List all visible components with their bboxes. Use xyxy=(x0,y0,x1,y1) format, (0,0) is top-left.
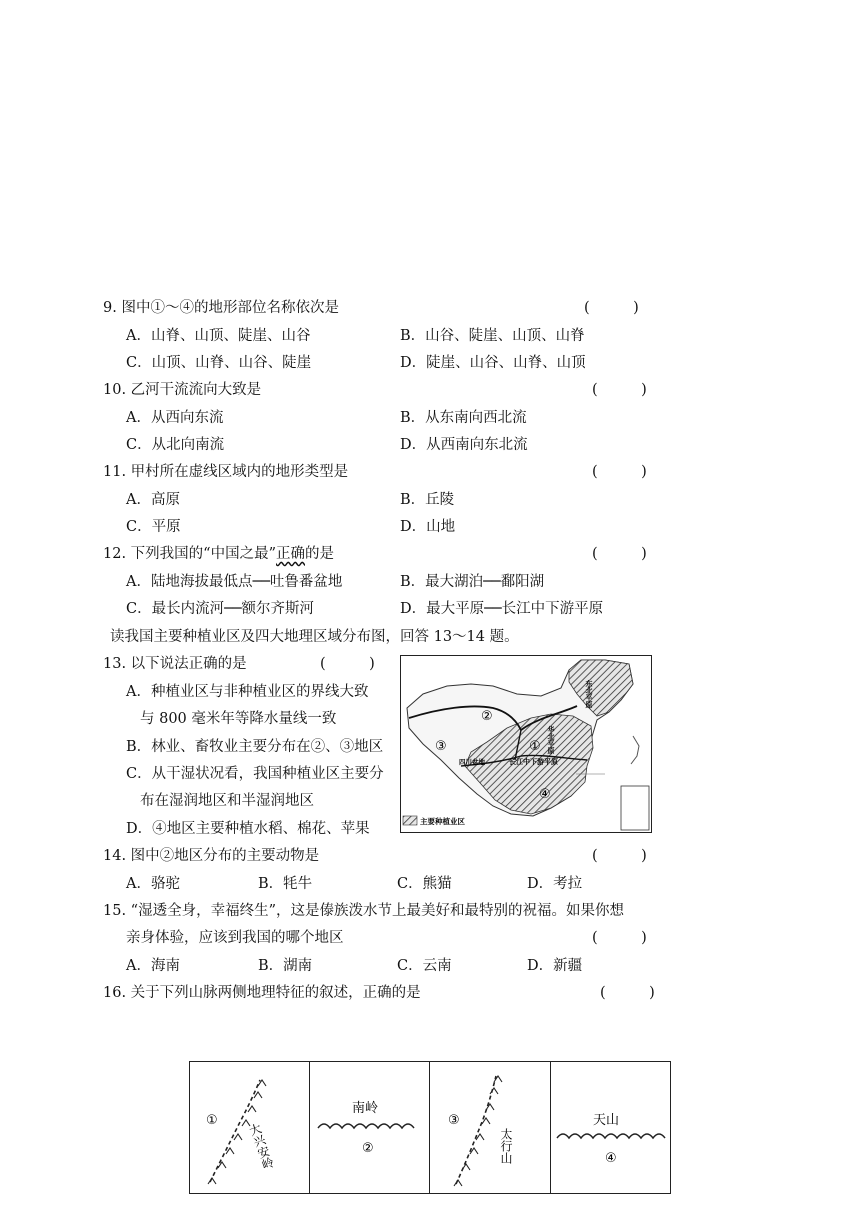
q9-answer-paren[interactable]: ( ) xyxy=(584,300,639,316)
label-yangtze-plain: 长江中下游平原 xyxy=(509,758,558,766)
region-2-marker: ② xyxy=(481,709,493,724)
q12-option-b[interactable]: B．最大湖泊──鄱阳湖 xyxy=(400,574,545,590)
label-north-china-plain: 华北平原 xyxy=(547,726,555,754)
q14-option-d[interactable]: D．考拉 xyxy=(527,876,583,892)
mountain-3-name: 太行山 xyxy=(499,1128,513,1164)
q15-answer-paren[interactable]: ( ) xyxy=(592,930,647,946)
q10-option-d[interactable]: D．从西南向东北流 xyxy=(400,437,528,453)
q9-option-a[interactable]: A．山脊、山顶、陡崖、山谷 xyxy=(126,328,311,344)
q15-option-b[interactable]: B．湖南 xyxy=(258,958,313,974)
q15-option-d[interactable]: D．新疆 xyxy=(527,958,583,974)
mountain-2-marker: ② xyxy=(362,1141,374,1156)
q15-option-c[interactable]: C．云南 xyxy=(397,958,452,974)
q15-option-a[interactable]: A．海南 xyxy=(126,958,180,974)
mountain-4-marker: ④ xyxy=(605,1151,617,1166)
q12-stem-post: 的是 xyxy=(305,546,334,562)
mountain-4-name: 天山 xyxy=(593,1113,620,1128)
q13-option-a[interactable]: A．种植业区与非种植业区的界线大致 xyxy=(126,684,369,700)
q13-stem: 13. 以下说法正确的是 xyxy=(103,656,247,672)
region-4-marker: ④ xyxy=(539,787,551,802)
china-map-svg xyxy=(401,656,651,832)
q15-stem: 15. “湿透全身，幸福终生”，这是傣族泼水节上最美好和最特别的祝福。如果你想 xyxy=(103,903,624,919)
q14-option-b[interactable]: B．牦牛 xyxy=(258,876,313,892)
mountain-panel-2 xyxy=(309,1062,430,1193)
mountain-ridge-4 xyxy=(557,1134,665,1138)
mountain-panel-3 xyxy=(429,1062,551,1193)
label-sichuan-basin: 四川盆地 xyxy=(459,758,485,766)
q13-option-c-cont[interactable]: 布在湿润地区和半湿润地区 xyxy=(140,793,314,809)
q14-option-c[interactable]: C．熊猫 xyxy=(397,876,452,892)
q10-stem: 10. 乙河干流流向大致是 xyxy=(103,382,262,398)
q14-stem: 14. 图中②地区分布的主要动物是 xyxy=(103,848,320,864)
q12-stem-pre: 12. 下列我国的“中国之最” xyxy=(103,546,276,562)
region-1-marker: ① xyxy=(529,739,541,754)
mountain-3-marker: ③ xyxy=(448,1113,460,1128)
mountain-1-name: 大兴安岭 xyxy=(246,1121,276,1172)
q9-option-c[interactable]: C．山顶、山脊、山谷、陡崖 xyxy=(126,355,312,371)
q13-answer-paren[interactable]: ( ) xyxy=(320,656,375,672)
q10-answer-paren[interactable]: ( ) xyxy=(592,382,647,398)
label-northeast-plain: 东北平原 xyxy=(585,680,593,708)
q13-option-a-cont[interactable]: 与 800 毫米年等降水量线一致 xyxy=(140,711,337,727)
q14-answer-paren[interactable]: ( ) xyxy=(592,848,647,864)
q15-stem-cont: 亲身体验，应该到我国的哪个地区 xyxy=(126,930,344,946)
q11-option-a[interactable]: A．高原 xyxy=(126,492,180,508)
mountain-figure xyxy=(189,1061,671,1194)
q11-option-b[interactable]: B．丘陵 xyxy=(400,492,455,508)
q16-answer-paren[interactable]: ( ) xyxy=(600,985,655,1001)
q11-option-d[interactable]: D．山地 xyxy=(400,519,456,535)
q13-option-d[interactable]: D．④地区主要种植水稻、棉花、苹果 xyxy=(126,821,370,837)
region-3-marker: ③ xyxy=(435,739,447,754)
q12-stem xyxy=(103,544,334,564)
mountain-2-name: 南岭 xyxy=(352,1101,379,1116)
q10-option-b[interactable]: B．从东南向西北流 xyxy=(400,410,527,426)
mountain-panel-4 xyxy=(550,1062,671,1193)
q14-option-a[interactable]: A．骆驼 xyxy=(126,876,180,892)
q13-option-c[interactable]: C．从干湿状况看，我国种植业区主要分 xyxy=(126,766,384,782)
q9-option-d[interactable]: D．陡崖、山谷、山脊、山顶 xyxy=(400,355,586,371)
q10-option-a[interactable]: A．从西向东流 xyxy=(126,410,224,426)
q11-answer-paren[interactable]: ( ) xyxy=(592,464,647,480)
q12-answer-paren[interactable]: ( ) xyxy=(592,546,647,562)
q16-stem: 16. 关于下列山脉两侧地理特征的叙述，正确的是 xyxy=(103,985,421,1001)
mountain-ridge-2 xyxy=(318,1124,414,1128)
mountain-panel-1 xyxy=(190,1062,309,1193)
china-crop-map xyxy=(400,655,652,833)
q12-option-c[interactable]: C．最长内流河──额尔齐斯河 xyxy=(126,601,315,617)
q11-stem: 11. 甲村所在虚线区域内的地形类型是 xyxy=(103,464,349,480)
q12-option-d[interactable]: D．最大平原──长江中下游平原 xyxy=(400,601,604,617)
japan-islands xyxy=(631,736,639,764)
q13-option-b[interactable]: B．林业、畜牧业主要分布在②、③地区 xyxy=(126,739,384,755)
q9-option-b[interactable]: B．山谷、陡崖、山顶、山脊 xyxy=(400,328,585,344)
mountain-1-marker: ① xyxy=(206,1113,218,1128)
q12-stem-emphasis: 正确 xyxy=(276,546,305,562)
legend-swatch xyxy=(403,816,417,825)
q11-option-c[interactable]: C．平原 xyxy=(126,519,181,535)
map-intro: 读我国主要种植业区及四大地理区域分布图，回答 13～14 题。 xyxy=(110,629,519,645)
legend-label: 主要种植业区 xyxy=(420,817,465,826)
mountain-ridge-3 xyxy=(456,1076,496,1184)
q10-option-c[interactable]: C．从北向南流 xyxy=(126,437,225,453)
q12-option-a[interactable]: A．陆地海拔最低点──吐鲁番盆地 xyxy=(126,574,343,590)
q9-stem: 9. 图中①～④的地形部位名称依次是 xyxy=(103,300,339,316)
south-sea-inset xyxy=(621,786,649,830)
